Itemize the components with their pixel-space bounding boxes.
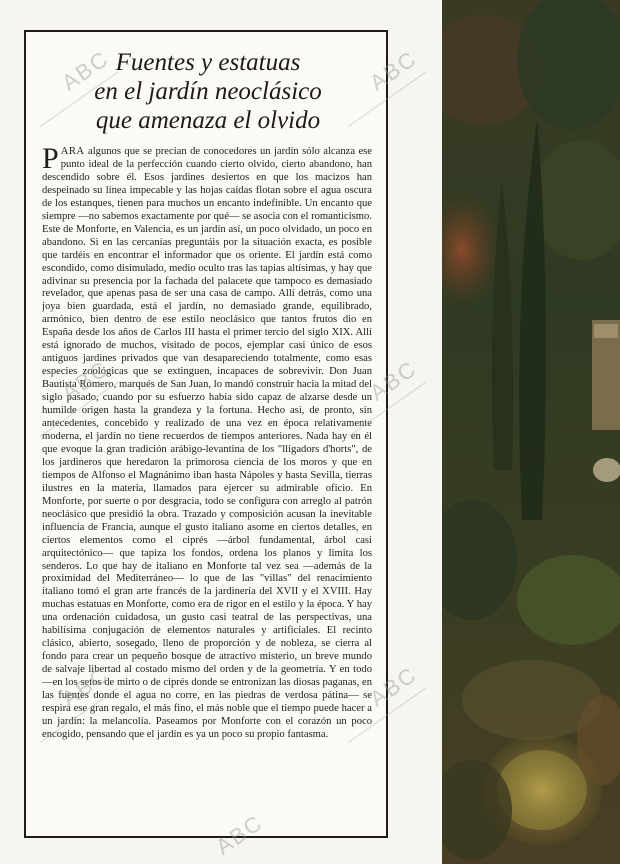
title-line-2: en el jardín neoclásico: [94, 78, 322, 105]
watermark-text: ABC: [365, 45, 422, 96]
lead-in: ARA: [60, 146, 85, 157]
garden-photo-image: [442, 0, 620, 864]
watermark-text: ABC: [57, 661, 114, 712]
watermark-text: ABC: [211, 809, 268, 860]
drop-cap: P: [42, 146, 59, 175]
garden-photo: [442, 0, 620, 864]
watermark-text: ABC: [57, 355, 114, 406]
article-body-text: algunos que se precian de conocedores un jardín sólo alcanza ese punto ideal de la perfección cuando cierto olvido, cierto abandono, han descendido sobre él. Esos jardines desiertos en que los macizos han despeinado su línea impecable y las hojas caídas flotan sobre el agua oscura de los estanques, tienen para muchos un encanto indefinible. Un encanto que siempre —no sabemos exactamente por qué— se asocia con el romanticismo. Este de Monforte, en Valencia, es un jardín así, un poco olvidado, un poco en abandono. Si en las cercanías preguntáis por la situación exacta, es posible que tardéis en encontrar el informador que os oriente. El jardín está como escondido, como disimulado, medio oculto tras las tapias altísimas, y hay que adivinar su presencia por la fachada del palacete que tampoco es demasiado revelador, que apenas pasa de ser una casa de campo. Allí detrás, como una joya bien guardada, está el jardín, no demasiado grande, equilibrado, armónico, bien dentro de ese estilo neoclásico que tantos frutos dio en España desde los años de Carlos III hasta el primer tercio del siglo XIX. Allí está ignorado de muchos, visitado de pocos, ejemplar casi único de esos antiguos jardines privados que van desapareciendo totalmente, como esas especies zoológicas que se extinguen, incapaces de sobrevivir. Don Juan Bautista Romero, marqués de San Juan, lo mandó construir hacia la mitad del siglo pasado, cuando por su esfuerzo había sido capaz de alzarse desde un humilde origen hasta la grandeza y la fortuna. Hecho así, de pronto, sin antecedentes, concebido y realizado de una vez en época relativamente moderna, el jardín no tiene recuerdos de tiempos anteriores. Nada hay en él que evoque la gran tradición arábigo-levantina de los "lligadors d'horts", de los jardineros que heredaron la primorosa ciencia de los moros y que en tiempos de Alfonso el Magnánimo iban hasta Nápoles y hasta Sevilla, tierras ilustres en la materia, llamados para ejercer su admirable oficio. En Monforte, por suerte o por desgracia, todo se configura con arreglo al patrón neoclásico que presidió la obra. Trazado y composición acusan la inevitable influencia de Francia, aunque el gusto italiano asome en ciertos detalles, en ciertos elementos como el ciprés —árbol fundamental, árbol casi arquitectónico— que tapiza los fondos, ordena los planos y limita los senderos. Lo que hay de italiano en Monforte tal vez sea —además de la proximidad del Mediterráneo— lo que de las "villas" del renacimiento italiano tomó el gran arte francés de la jardinería del XVII y el XVIII. Hay muchas estatuas en Monforte, como era de rigor en el estilo y la época. Y hay una ordenación cuidadosa, un gusto casi teatral de las perspectivas, una habilísima conjugación de elementos naturales y artificiales. El recinto clásico, abierto, sosegado, lleno de proporción y de nobleza, se cierra al fondo para crear un pequeño bosque de atractivo misterio, un breve mundo de salvaje libertad al costado mismo del orden y de la geometría. Y en todo —en los setos de mirto o de ciprés donde se entronizan las diosas paganas, en las fuentes donde el agua no corre, en las piedras de verdosa pátina— se respira ese gran regalo, el más fino, el más noble que el tiempo puede hacer a un jardín: la melancolía. Paseamos por Monforte con el corazón un poco encogido, pensando que el jardín es ya un poco su propio fantasma.: [42, 146, 372, 740]
title-line-1: Fuentes y estatuas: [115, 49, 301, 76]
article-frame: [24, 30, 388, 838]
watermark-text: ABC: [57, 45, 114, 96]
watermark-text: ABC: [365, 661, 422, 712]
article-title: [30, 45, 386, 135]
title-line-3: que amenaza el olvido: [95, 107, 321, 134]
article-body: [42, 146, 372, 836]
article-paragraph: [42, 146, 372, 742]
watermark-text: ABC: [365, 355, 422, 406]
